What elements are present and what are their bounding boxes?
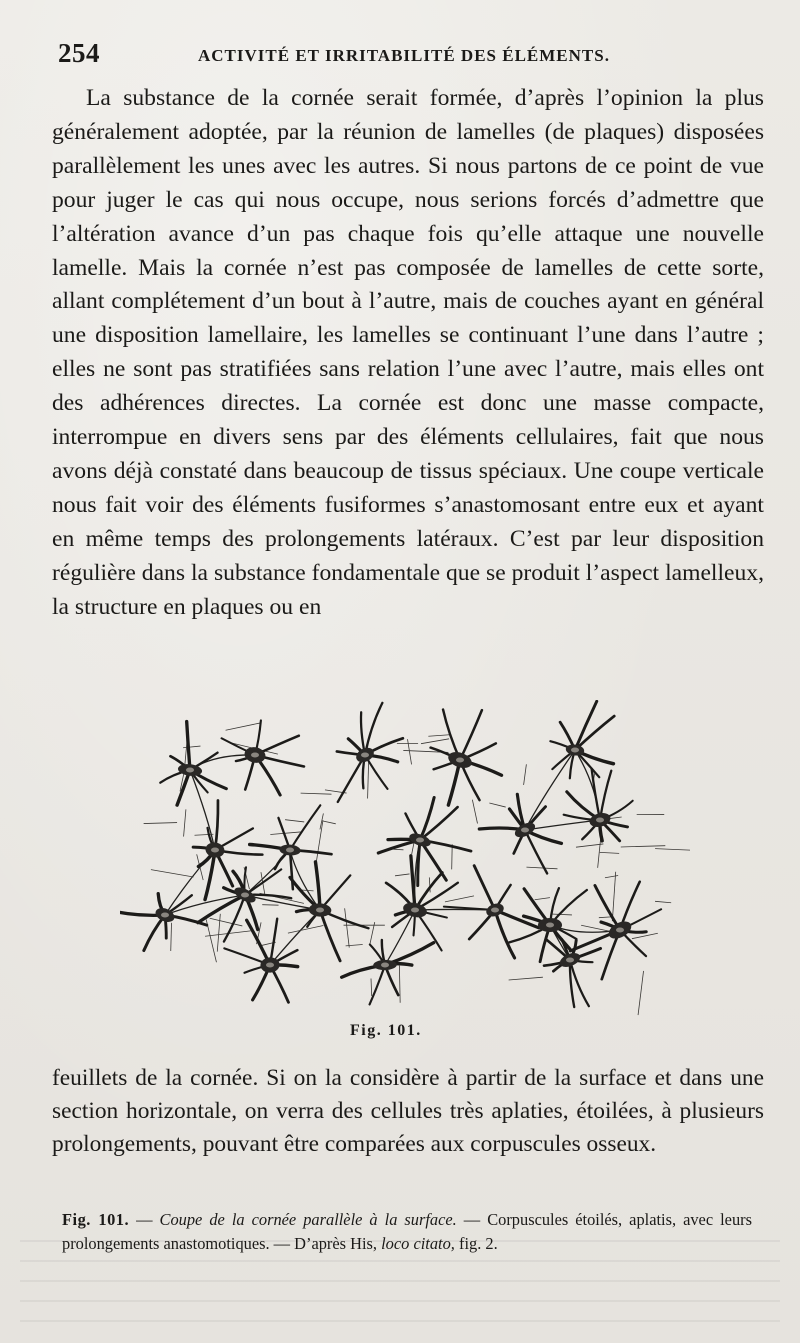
stellate-cell bbox=[222, 720, 304, 795]
lamella-hatch-line bbox=[210, 918, 243, 926]
lamella-hatch-line bbox=[551, 914, 572, 915]
lamella-hatch-line bbox=[452, 844, 453, 869]
cell-process bbox=[418, 840, 420, 886]
cell-nucleus bbox=[566, 958, 574, 963]
cell-nucleus bbox=[251, 753, 259, 758]
caption-ref: fig. 2. bbox=[458, 1234, 498, 1253]
cell-nucleus bbox=[241, 893, 249, 898]
page-header bbox=[58, 36, 758, 72]
lamella-hatch-line bbox=[535, 898, 550, 900]
figure-illustration bbox=[120, 700, 690, 1020]
lamella-hatch-line bbox=[489, 803, 505, 807]
lamella-hatch-line bbox=[445, 896, 474, 902]
lamella-hatch-line bbox=[399, 966, 400, 1003]
cell-nucleus bbox=[546, 923, 554, 928]
lamella-hatch-line bbox=[408, 739, 412, 764]
stellate-cell bbox=[431, 710, 502, 806]
caption-loc: loco citato, bbox=[381, 1234, 455, 1253]
lamella-hatch-line bbox=[393, 849, 403, 850]
stellate-cell bbox=[290, 862, 369, 961]
lamella-hatch-line bbox=[346, 945, 363, 946]
lamella-hatch-line bbox=[371, 978, 372, 996]
stellate-cell bbox=[224, 919, 297, 1003]
lamella-hatch-line bbox=[621, 846, 666, 847]
stellate-cell bbox=[550, 701, 614, 778]
cell-nucleus bbox=[266, 963, 274, 968]
cell-nucleus bbox=[286, 848, 294, 853]
lamella-hatch-line bbox=[421, 739, 449, 744]
caption-title: Coupe de la cornée parallèle à la surface. bbox=[159, 1210, 457, 1229]
lamella-hatch-line bbox=[612, 872, 615, 921]
cell-process bbox=[187, 722, 190, 770]
cell-process bbox=[474, 866, 495, 910]
cell-process bbox=[600, 771, 611, 820]
lamella-hatch-line bbox=[599, 917, 611, 918]
lamella-hatch-line bbox=[655, 849, 690, 851]
figure-label: Fig. 101. bbox=[350, 1022, 422, 1039]
lamella-hatch-line bbox=[395, 874, 409, 876]
stellate-cell bbox=[479, 794, 561, 873]
lamella-hatch-line bbox=[526, 867, 557, 869]
cell-process bbox=[315, 862, 320, 910]
stellate-cell bbox=[564, 769, 633, 841]
lamella-hatch-line bbox=[655, 901, 671, 902]
cell-nucleus bbox=[316, 908, 324, 913]
corneal-cells-engraving bbox=[120, 700, 690, 1020]
anastomotic-process bbox=[525, 820, 600, 830]
lamella-hatch-line bbox=[301, 890, 313, 891]
lamella-hatch-line bbox=[323, 821, 336, 824]
lamella-hatch-line bbox=[472, 800, 477, 824]
cell-process bbox=[575, 701, 597, 750]
figure-caption: Fig. 101. — Coupe de la cornée parallèle à la surface. — Corpuscules étoilés, aplatis, avec leurs prolongements anastomotiques. — D’après His, loco citato, fig. 2. bbox=[62, 1210, 752, 1253]
stellate-cell bbox=[444, 866, 539, 958]
cell-nucleus bbox=[361, 753, 369, 758]
stellate-cell bbox=[570, 882, 661, 979]
lamella-hatch-line bbox=[600, 852, 619, 853]
anastomotic-process bbox=[385, 910, 415, 965]
stellate-cell bbox=[386, 856, 458, 951]
lamella-hatch-line bbox=[288, 925, 323, 933]
lamella-hatch-line bbox=[632, 933, 658, 938]
cell-process bbox=[245, 869, 281, 895]
stellate-cell bbox=[198, 867, 291, 941]
lamella-hatch-line bbox=[345, 908, 350, 947]
lamella-hatch-line bbox=[184, 809, 186, 836]
lamella-hatch-line bbox=[183, 746, 200, 748]
stellate-cell bbox=[193, 801, 262, 900]
lamella-hatch-line bbox=[428, 735, 451, 737]
lamella-hatch-line bbox=[151, 870, 194, 877]
lamella-hatch-line bbox=[598, 838, 601, 868]
cell-process bbox=[411, 856, 415, 910]
cell-nucleus bbox=[211, 848, 219, 853]
cell-nucleus bbox=[521, 828, 529, 833]
cell-nucleus bbox=[571, 748, 579, 753]
lamella-hatch-line bbox=[226, 723, 260, 730]
lamella-hatch-line bbox=[301, 793, 332, 794]
caption-label: Fig. 101. bbox=[62, 1210, 130, 1229]
cell-nucleus bbox=[161, 913, 169, 918]
lamella-hatch-line bbox=[509, 977, 543, 980]
lamella-hatch-line bbox=[195, 834, 214, 835]
running-title: ACTIVITÉ ET IRRITABILITÉ DES ÉLÉMENTS. bbox=[198, 46, 610, 65]
body-paragraph-1: La substance de la cornée serait formée, d’après l’opinion la plus généralement adoptée, par la réunion de lamelles (de plaques) disposées parallèlement les unes avec les autres. Si nous partons de ce point de vue pour juger le cas qui nous occupe, nous serions forcés d’admettre que l’altération avance d’un pas chaque fois qu’elle attaque une nouvelle lamelle. Mais la cornée n’est pas composée de lamelles de cette sorte, allant complétement d’un bout à l’autre, mais de couches ayant en général une disposition lamellaire, les lamelles se continuant l’une dans l’autre ; elles ne sont pas stratifiées sans relation l’une avec l’autre, mais elles ont des adhérences directes. La cornée est donc une masse compacte, interrompue en divers sens par des éléments cellulaires, fait que nous avons déjà constaté dans beaucoup de tissus spéciaux. Une coupe verticale nous fait voir des éléments fusiformes s’anastomosant entre eux et ayant en même temps des prolongements latéraux. C’est par leur disposition régulière dans la substance fondamentale que se produit l’aspect lamelleux, la structure en plaques ou en bbox=[52, 85, 764, 620]
lamella-hatch-line bbox=[144, 823, 177, 824]
lamella-hatch-line bbox=[576, 844, 603, 847]
cell-nucleus bbox=[381, 963, 389, 968]
cell-nucleus bbox=[456, 758, 464, 763]
cell-process bbox=[290, 805, 320, 850]
lamella-hatch-line bbox=[171, 923, 172, 951]
cell-nucleus bbox=[416, 838, 424, 843]
stellate-cell bbox=[378, 797, 471, 885]
stellate-cell bbox=[342, 940, 434, 1004]
lamella-hatch-line bbox=[217, 914, 220, 952]
lamella-hatch-line bbox=[605, 876, 618, 878]
anastomotic-process bbox=[525, 750, 575, 830]
lamella-hatch-line bbox=[638, 971, 643, 1015]
stellate-cell bbox=[160, 722, 226, 806]
cell-nucleus bbox=[616, 928, 624, 933]
cell-nucleus bbox=[411, 908, 419, 913]
page-number: 254 bbox=[58, 38, 100, 68]
cell-nucleus bbox=[491, 908, 499, 913]
cell-process bbox=[370, 965, 385, 1004]
lamella-hatch-line bbox=[524, 764, 527, 785]
cell-nucleus bbox=[596, 818, 604, 823]
body-paragraph-2: feuillets de la cornée. Si on la considère à partir de la surface et dans une section horizontale, on verra des cellules très aplaties, étoilées, à plusieurs prolongements, pouvant être comparées aux corpuscules osseux. bbox=[52, 1065, 764, 1157]
stellate-cell bbox=[337, 703, 403, 802]
cell-nucleus bbox=[186, 768, 194, 773]
stellate-cell bbox=[120, 894, 207, 951]
lamella-hatch-line bbox=[285, 820, 304, 822]
caption-text: Corpuscules étoilés, aplatis, avec leurs prolongements anastomotiques. — D’après His, bbox=[62, 1210, 752, 1253]
cell-process bbox=[290, 850, 293, 889]
